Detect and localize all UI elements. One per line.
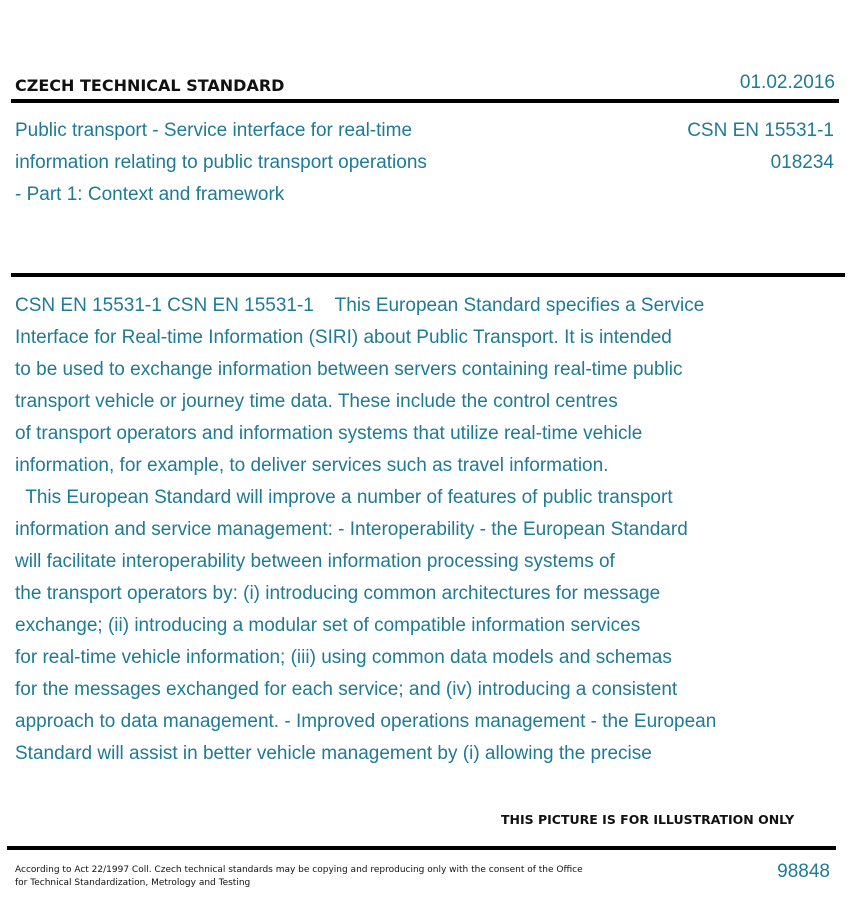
header-divider [11, 99, 839, 103]
abstract-line: for real-time vehicle information; (iii) using common data models and schemas [15, 647, 672, 668]
publication-date: 01.02.2016 [739, 72, 835, 93]
abstract-line: exchange; (ii) introducing a modular set of compatible information services [15, 615, 641, 636]
abstract-line: the transport operators by: (i) introducing common architectures for message [15, 583, 661, 604]
footer-number: 98848 [777, 861, 830, 882]
abstract-line: information and service management: - Interoperability - the European Standard [15, 519, 688, 540]
abstract-line: information, for example, to deliver services such as travel information. [15, 455, 609, 476]
document-type-label: CZECH TECHNICAL STANDARD [15, 76, 285, 95]
abstract-line: to be used to exchange information between servers containing real-time public [15, 359, 683, 380]
illustration-notice: THIS PICTURE IS FOR ILLUSTRATION ONLY [501, 812, 795, 827]
title-line: Public transport - Service interface for real-time [15, 120, 413, 141]
title-line: - Part 1: Context and framework [15, 184, 285, 205]
title-divider [11, 273, 845, 277]
abstract-line: CSN EN 15531-1 CSN EN 15531-1 This European Standard specifies a Service [15, 295, 705, 316]
abstract-line: Interface for Real-time Information (SIRI) about Public Transport. It is intended [15, 327, 672, 348]
copyright-line: According to Act 22/1997 Coll. Czech technical standards may be copying and reproducing only with the consent of the Office [15, 865, 583, 875]
footer-divider [7, 846, 836, 850]
standard-title [15, 115, 515, 211]
copyright-line: for Technical Standardization, Metrology and Testing [15, 878, 251, 888]
abstract-line: transport vehicle or journey time data. These include the control centres [15, 391, 618, 412]
abstract-line: Standard will assist in better vehicle management by (i) allowing the precise [15, 743, 652, 764]
copyright-notice [15, 864, 655, 890]
abstract-line: of transport operators and information systems that utilize real-time vehicle [15, 423, 643, 444]
abstract-line: This European Standard will improve a number of features of public transport [15, 487, 673, 508]
abstract-line: will facilitate interoperability between information processing systems of [15, 551, 615, 572]
catalog-number: 018234 [770, 152, 834, 173]
standard-identifiers [687, 115, 834, 179]
standard-code: CSN EN 15531-1 [687, 120, 834, 141]
abstract-line: approach to data management. - Improved operations management - the European [15, 711, 717, 732]
standard-abstract [15, 290, 845, 770]
title-line: information relating to public transport operations [15, 152, 427, 173]
abstract-line: for the messages exchanged for each service; and (iv) introducing a consistent [15, 679, 678, 700]
